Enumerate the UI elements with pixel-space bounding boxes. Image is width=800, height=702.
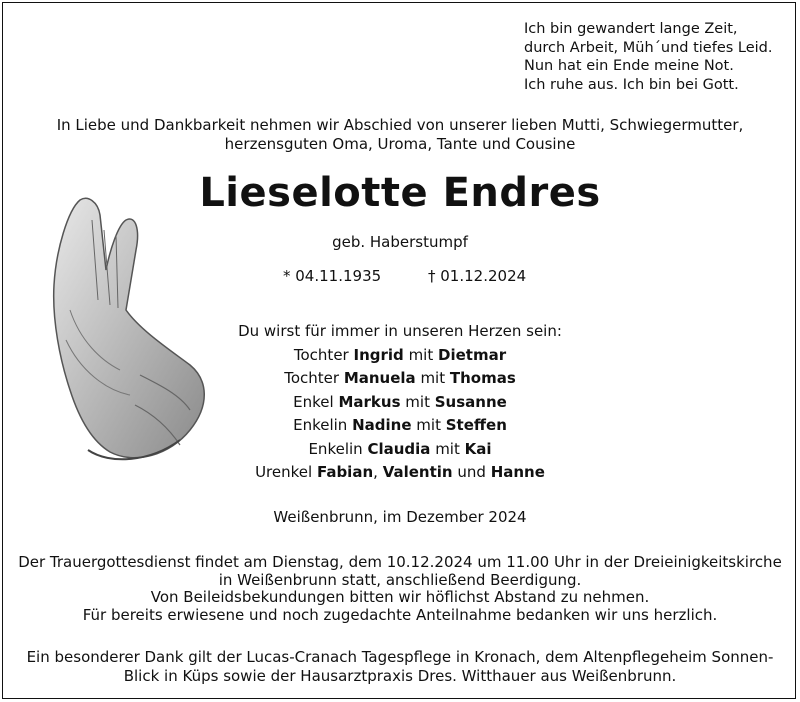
family-role: Enkel bbox=[293, 392, 334, 411]
family-member: Susanne bbox=[434, 392, 507, 411]
family-role: Urenkel bbox=[255, 463, 313, 481]
poem-line: Ich bin gewandert lange Zeit, bbox=[524, 21, 738, 37]
deceased-name: Lieselotte Endres bbox=[199, 170, 601, 216]
family-list bbox=[190, 320, 610, 485]
family-member: Hanne bbox=[490, 463, 545, 481]
service-line: Für bereits erwiesene und noch zugedachte Anteilnahme bedanken wir uns herzlich. bbox=[82, 605, 718, 624]
family-line bbox=[190, 391, 610, 415]
place-date: Weißenbrunn, im Dezember 2024 bbox=[273, 508, 527, 526]
family-member: Dietmar bbox=[438, 345, 507, 364]
family-member: Nadine bbox=[352, 416, 412, 434]
family-member: Thomas bbox=[449, 369, 516, 387]
family-member: Kai bbox=[464, 439, 492, 458]
service-line: Der Trauergottesdienst findet am Dienstag, dem 10.12.2024 um 11.00 Uhr in der Dreieinigkeitskirche bbox=[18, 553, 782, 571]
family-separator: , bbox=[373, 463, 378, 481]
family-member: Steffen bbox=[445, 416, 507, 434]
praying-hands-icon bbox=[40, 190, 212, 468]
family-line bbox=[190, 344, 610, 368]
intro-line: herzensguten Oma, Uroma, Tante und Cousine bbox=[224, 135, 576, 153]
family-member: Manuela bbox=[343, 369, 416, 387]
family-member: Markus bbox=[338, 392, 401, 411]
family-member: Valentin bbox=[382, 463, 453, 481]
family-joiner: mit bbox=[408, 345, 434, 364]
family-member: Fabian bbox=[316, 463, 374, 481]
family-joiner: und bbox=[457, 463, 486, 481]
family-line bbox=[190, 414, 610, 438]
family-line bbox=[190, 461, 610, 485]
family-line bbox=[190, 367, 610, 391]
birth-name: geb. Haberstumpf bbox=[332, 233, 468, 251]
family-role: Enkelin bbox=[293, 416, 348, 434]
family-joiner: mit bbox=[420, 369, 446, 387]
family-role: Tochter bbox=[293, 345, 349, 364]
family-role: Enkelin bbox=[308, 439, 363, 458]
special-thanks bbox=[0, 648, 800, 686]
family-joiner: mit bbox=[435, 439, 460, 458]
poem bbox=[524, 20, 794, 94]
thanks-line: Blick in Küps sowie der Hausarztpraxis Dres. Witthauer aus Weißenbrunn. bbox=[123, 667, 677, 685]
family-heading: Du wirst für immer in unseren Herzen sein: bbox=[238, 322, 562, 340]
poem-line: durch Arbeit, Müh´und tiefes Leid. bbox=[524, 39, 773, 56]
family-member: Claudia bbox=[367, 439, 431, 458]
poem-line: Nun hat ein Ende meine Not. bbox=[524, 58, 734, 75]
family-joiner: mit bbox=[416, 416, 441, 434]
birth-date: * 04.11.1935 bbox=[283, 267, 382, 285]
family-joiner: mit bbox=[405, 392, 430, 411]
intro-text bbox=[0, 116, 800, 154]
family-member: Ingrid bbox=[353, 345, 404, 364]
poem-line: Ich ruhe aus. Ich bin bei Gott. bbox=[524, 76, 739, 93]
thanks-line: Ein besonderer Dank gilt der Lucas-Cranach Tagespflege in Kronach, dem Altenpflegeheim Sonnen- bbox=[26, 648, 774, 666]
intro-line: In Liebe und Dankbarkeit nehmen wir Abschied von unserer lieben Mutti, Schwiegermutter, bbox=[56, 116, 744, 134]
death-date: † 01.12.2024 bbox=[428, 267, 527, 285]
service-line: in Weißenbrunn statt, anschließend Beerdigung. bbox=[218, 570, 582, 589]
service-info bbox=[0, 554, 800, 624]
service-line: Von Beileidsbekundungen bitten wir höflichst Abstand zu nehmen. bbox=[150, 588, 650, 606]
family-line bbox=[190, 438, 610, 462]
family-role: Tochter bbox=[284, 369, 340, 387]
